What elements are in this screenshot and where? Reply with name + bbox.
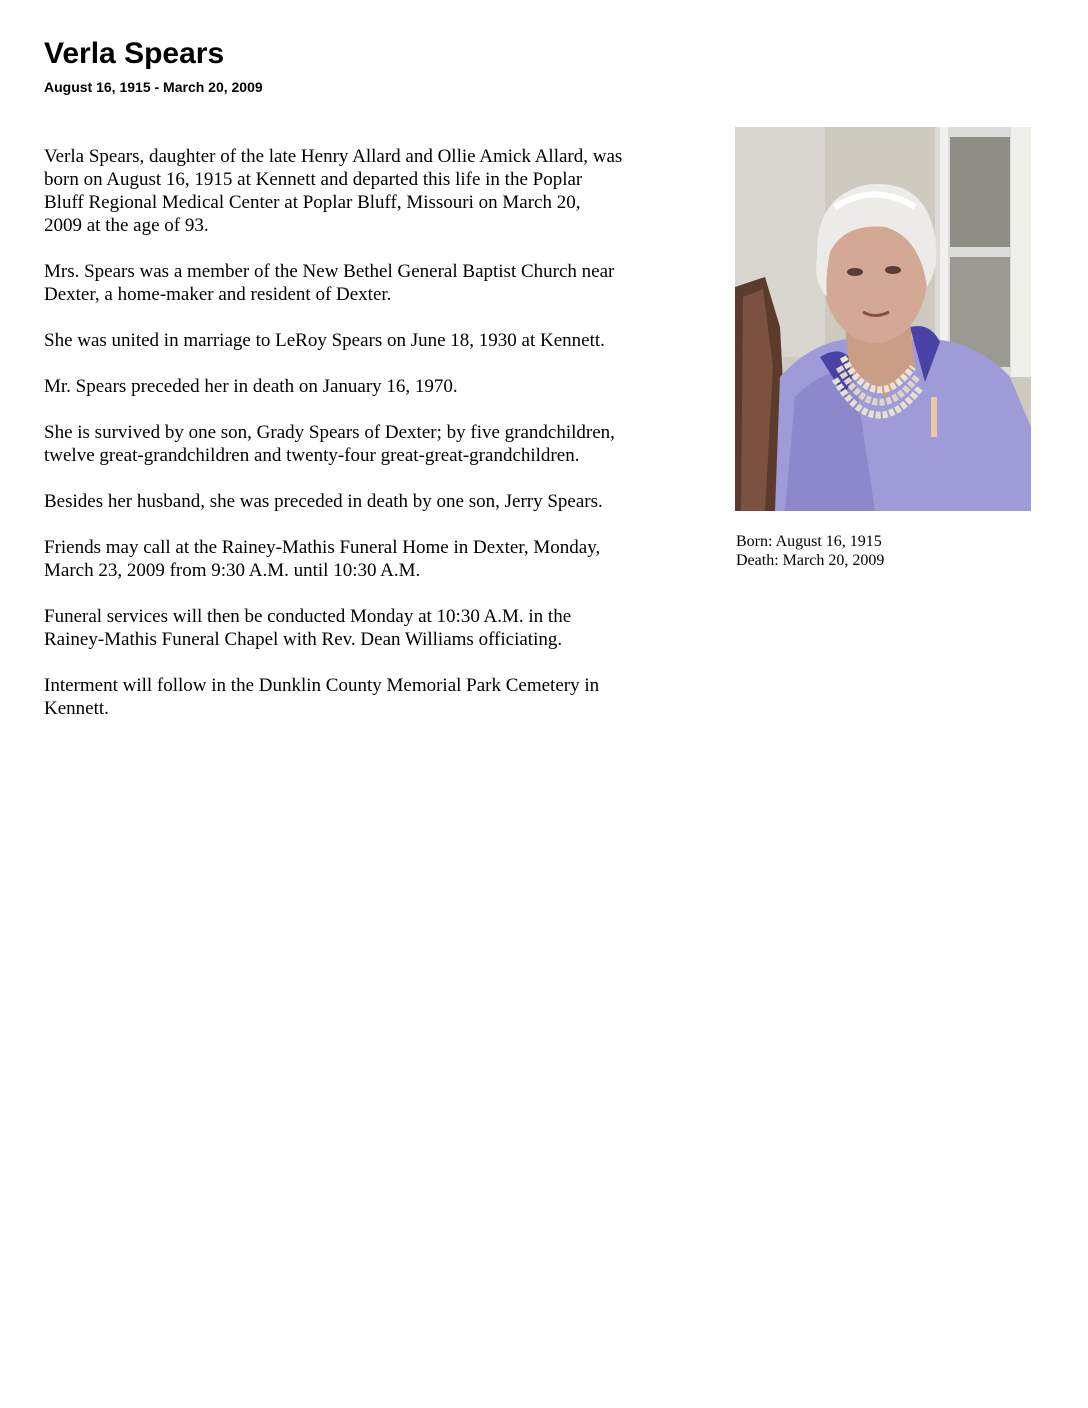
obituary-paragraph: She was united in marriage to LeRoy Spears on June 18, 1930 at Kennett.: [44, 330, 605, 351]
obituary-paragraph: Friends may call at the Rainey-Mathis Funeral Home in Dexter, Monday, March 23, 2009 from 9:30 A.M. until 10:30 A.M.: [44, 537, 601, 581]
photo-caption: [736, 532, 884, 570]
death-date: Death: March 20, 2009: [736, 552, 885, 569]
obituary-paragraph: Funeral services will then be conducted Monday at 10:30 A.M. in the Rainey-Mathis Funeral Chapel with Rev. Dean Williams officiating.: [44, 606, 572, 650]
page-title: Verla Spears: [44, 37, 225, 70]
portrait-photo: [735, 127, 1031, 511]
obituary-paragraph: Mrs. Spears was a member of the New Bethel General Baptist Church near Dexter, a home-maker and resident of Dexter.: [44, 261, 615, 305]
obituary-paragraph: Besides her husband, she was preceded in death by one son, Jerry Spears.: [44, 491, 603, 512]
born-date: Born: August 16, 1915: [736, 533, 882, 550]
life-dates: August 16, 1915 - March 20, 2009: [44, 79, 263, 95]
obituary-text: [44, 145, 734, 743]
obituary-paragraph: Interment will follow in the Dunklin County Memorial Park Cemetery in Kennett.: [44, 675, 600, 719]
obituary-paragraph: Verla Spears, daughter of the late Henry Allard and Ollie Amick Allard, was born on August 16, 1915 at Kennett and departed this life in the Poplar Bluff Regional Medical Center at Poplar Bluff, Missouri on March 20, 2009 at the age of 93.: [44, 146, 623, 236]
obituary-paragraph: Mr. Spears preceded her in death on January 16, 1970.: [44, 376, 458, 397]
obituary-paragraph: She is survived by one son, Grady Spears of Dexter; by five grandchildren, twelve great-grandchildren and twenty-four great-great-grandchildren.: [44, 422, 615, 466]
